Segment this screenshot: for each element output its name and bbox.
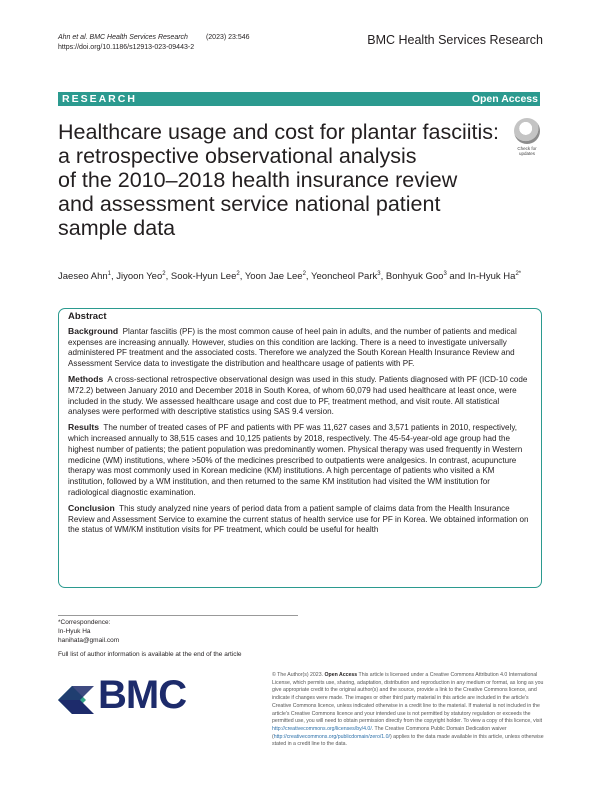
license-open-access: Open Access [324, 672, 358, 678]
license-copyright: © The Author(s) 2023. [272, 672, 324, 678]
badge-line: updates [518, 151, 535, 156]
author-affiliation: 3 [377, 271, 381, 277]
author-affiliation: 1 [107, 271, 111, 277]
author-name[interactable]: In-Hyuk Ha [467, 271, 516, 283]
license-notice [272, 672, 544, 749]
results-label: Results [68, 422, 100, 433]
title-line: and assessment service national patient [58, 192, 441, 216]
check-for-updates-icon[interactable] [514, 118, 540, 144]
title-line: a retrospective observational analysis [58, 144, 417, 168]
section-label: RESEARCH [62, 93, 137, 105]
author-name[interactable]: Yeoncheol Park [311, 271, 378, 283]
author-info-note: Full list of author information is available at the end of the article [58, 651, 242, 658]
license-text-b: . The Creative Commons Public Domain Dedication waiver ( [272, 725, 507, 740]
abstract-methods [68, 374, 531, 418]
author-affiliation: 3 [443, 271, 447, 277]
background-label: Background [68, 325, 119, 336]
license-url-by[interactable]: http://creativecommons.org/licenses/by/4.0/ [272, 725, 372, 732]
background-text: Plantar fasciitis (PF) is the most common cause of heel pain in adults, and the number of patients and medical expenses are increasing annually. However, studies on this condition are lacking. There is a need to investigate universally administered PF treatment and the associated costs. Therefore we analyzed the South Korean Health Insurance Review and Assessment Service data to investigate the distribution and healthcare usage of patients with PF. [68, 326, 517, 369]
abstract-box [58, 308, 542, 588]
author-name[interactable]: Jaeseo Ahn [58, 271, 108, 283]
methods-text: A cross-sectional retrospective observational design was used in this study. Patients diagnosed with PF (ICD-10 code M72.2) between January 2010 and December 2018 in South Korea, of whom 60,079 had used healthcare at least once, were included in the study. We assessed healthcare usage and cost due to PF, treatment method, and visit route. All statistical analyses were performed with descriptive statistics using SAS 9.4 version. [68, 374, 528, 417]
license-url-zero[interactable]: http://creativecommons.org/publicdomain/zero/1.0/ [273, 733, 390, 740]
abstract-results [68, 422, 531, 499]
author-separator: , [305, 271, 312, 283]
license-text-c: ) applies to the data made available in this article, unless otherwise stated in a credit line to the data. [272, 733, 544, 748]
conclusion-label: Conclusion [68, 502, 115, 513]
journal-name: BMC Health Services Research [367, 33, 543, 47]
title-line: of the 2010–2018 health insurance review [58, 168, 458, 192]
header-year: (2023) 23:546 [205, 34, 250, 41]
open-access-label: Open Access [471, 93, 538, 105]
results-text: The number of treated cases of PF and patients with PF was 11,627 cases and 3,571 patients in 2010, respectively, which increased annually to 38,515 cases and 10,125 patients by 2018, respectively. The 45-54-year-old age group had the highest number of patients; the patient population was predominantly women. Physical therapy was used frequently in Western medicine (WM) institutions, where >50% of the medicines prescribed to outpatients were analgesics. In contrast, acupuncture therapy was most commonly used in Korean medicine (KM) institutions. A high percentage of patients who visited a KM institution, followed by a WM institution, and then returned to the same KM institution had visited the WM institution for radiological diagnostic examination. [68, 423, 523, 497]
title-line: sample data [58, 216, 176, 240]
abstract-conclusion [68, 503, 531, 536]
author-separator: and [446, 271, 468, 283]
methods-label: Methods [68, 373, 104, 384]
author-list [58, 271, 521, 282]
badge-line: Check for [517, 146, 537, 151]
title-line: Healthcare usage and cost for plantar fasciitis: [58, 120, 499, 144]
section-banner [58, 92, 540, 106]
author-separator: , [380, 271, 386, 283]
license-text-a: This article is licensed under a Creative Commons Attribution 4.0 International License, which permits use, sharing, adaptation, distribution and reproduction in any medium or format, as long as you give appropriate credit to the original author(s) and the source, provide a link to the Creative Commons licence, and indicate if changes were made. The images or other third party material in this article are included in the article's Creative Commons licence, unless indicated otherwise in a credit line to the material. If material is not included in the article's Creative Commons licence and your intended use is not permitted by statutory regulation or exceeds the permitted use, you will need to obtain permission directly from the copyright holder. To view a copy of this licence, visit [272, 672, 544, 725]
running-header-citation [58, 33, 250, 53]
correspondence-label: *Correspondence: [58, 619, 111, 626]
bmc-logo-text: BMC [98, 673, 187, 717]
author-name[interactable]: Jiyoon Yeo [116, 271, 163, 283]
author-separator: , [165, 271, 171, 283]
abstract-heading: Abstract [68, 311, 107, 322]
correspondence-email[interactable]: hanihata@gmail.com [58, 637, 120, 644]
footnote-divider [58, 615, 298, 616]
author-affiliation: 2 [162, 271, 166, 277]
author-separator: , [111, 271, 117, 283]
article-title [58, 120, 508, 240]
correspondence-name: In-Hyuk Ha [58, 628, 91, 635]
correspondence [58, 618, 119, 645]
author-name[interactable]: Yoon Jae Lee [244, 271, 303, 283]
header-doi[interactable]: https://doi.org/10.1186/s12913-023-09443-2 [58, 44, 195, 51]
author-affiliation: 2 [302, 271, 306, 277]
author-name[interactable]: Bonhyuk Goo [385, 271, 444, 283]
author-separator: , [239, 271, 245, 283]
conclusion-text: This study analyzed nine years of period data from a patient sample of claims data from the Health Insurance Review and Assessment Service to examine the current status of health service use for PF in Korea. We obtained information on the status of WM/KM institution visits for PF treatment, which could be useful for health [68, 503, 529, 535]
header-authors: Ahn et al. BMC Health Services Research [58, 34, 188, 41]
abstract-background [68, 326, 531, 370]
check-for-updates-label[interactable] [508, 146, 546, 156]
author-affiliation: 2 [236, 271, 240, 277]
author-affiliation: 2* [515, 271, 522, 277]
author-name[interactable]: Sook-Hyun Lee [170, 271, 237, 283]
